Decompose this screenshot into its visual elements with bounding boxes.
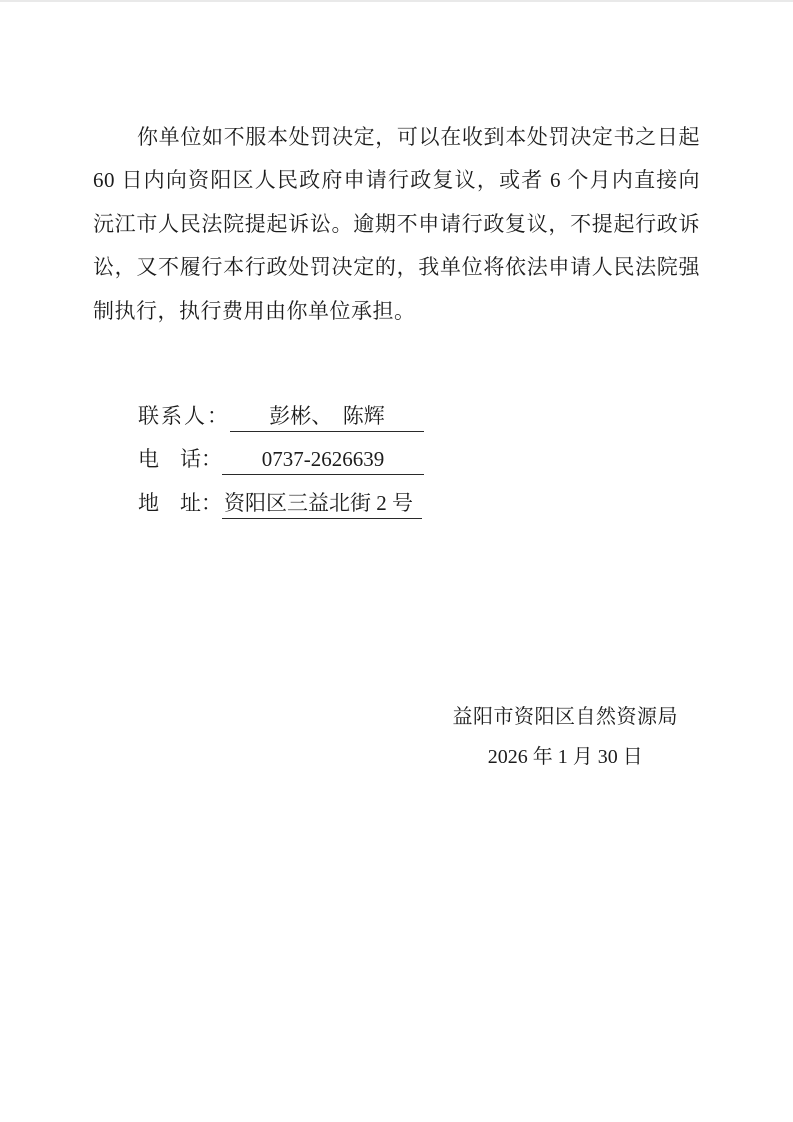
contact-person-label: 联系人： bbox=[138, 404, 230, 428]
contact-phone-line bbox=[138, 438, 424, 481]
contact-person-value: 彭彬、 陈辉 bbox=[230, 401, 424, 432]
signature-block bbox=[453, 697, 679, 777]
contact-address-value: 资阳区三益北街 2 号 bbox=[222, 488, 422, 519]
contact-phone-label: 电 话： bbox=[138, 447, 222, 472]
appeal-rights-paragraph: 你单位如不服本处罚决定，可以在收到本处罚决定书之日起 60 日内向资阳区人民政府申请行政复议，或者 6 个月内直接向沅江市人民法院提起诉讼。逾期不申请行政复议，不提起行政诉讼，又不履行本行政处罚决定的，我单位将依法申请人民法院强制执行，执行费用由你单位承担。 bbox=[93, 125, 700, 323]
contact-address-line bbox=[138, 482, 424, 525]
page-top-edge bbox=[0, 0, 793, 2]
contact-phone-value: 0737-2626639 bbox=[222, 444, 424, 475]
issue-date: 2026 年 1 月 30 日 bbox=[487, 746, 643, 768]
contact-person-line bbox=[138, 395, 424, 438]
contact-address-label: 地 址： bbox=[138, 490, 222, 515]
contact-block bbox=[138, 395, 424, 525]
issuing-authority: 益阳市资阳区自然资源局 bbox=[452, 706, 678, 728]
